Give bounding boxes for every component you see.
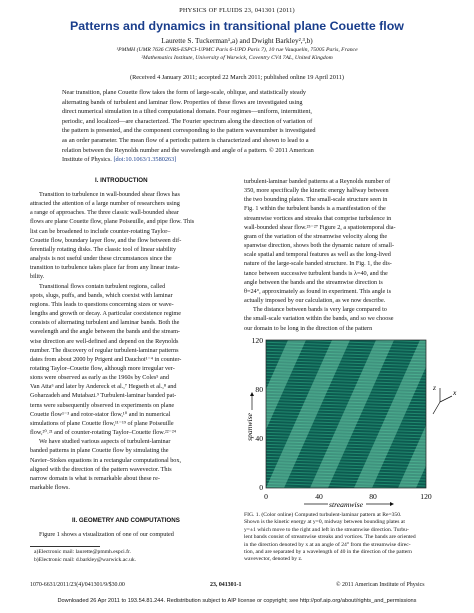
frame-axis-line: [433, 402, 440, 414]
footer-issn: 1070-6631/2011/23(4)/041301/9/$30.00: [30, 582, 125, 588]
caption-line: tion, and are separated by a wavelength of 40 in the direction of the pattern: [244, 549, 412, 556]
paragraph-line: turbulent-laminar banded patterns at a Reynolds number of: [244, 178, 391, 185]
affiliation-1: ¹PMMH (UMR 7636 CNRS-ESPCI-UPMC Paris 6-UPD Paris 7), 10 rue Vauquelin, 75005 Paris, France: [116, 47, 358, 53]
paragraph-line: the small-scale variation within the bands, and so we choose: [244, 315, 394, 323]
turbulent-band: [442, 340, 458, 488]
axis-letter-x: x: [453, 388, 457, 397]
paper-title: Patterns and dynamics in transitional plane Couette flow: [70, 19, 404, 33]
download-notice: Downloaded 26 Apr 2011 to 193.54.81.244. Redistribution subject to AIP license or copyright; see http://pof.aip.org/about/rights_and_permissions: [57, 598, 417, 604]
paragraph-line: simulations of plane Couette flow,¹¹⁻¹⁹ of plane Poiseuille: [30, 419, 174, 427]
paragraph-line: Transitional flows contain turbulent regions, called: [39, 282, 166, 290]
journal-header: PHYSICS OF FLUIDS 23, 041301 (2011): [179, 7, 295, 14]
abstract-line: as an order parameter. The mean flow of a periodic pattern is characterized and shown to lead to a: [62, 136, 309, 144]
paragraph-line: narrow domain is what is remarkable about these re-: [30, 474, 160, 482]
paragraph-line: Couette flow, boundary layer flow, and the flow between dif-: [30, 236, 182, 244]
footer-copyright: © 2011 American Institute of Physics: [336, 582, 425, 588]
paragraph-line: wall-bounded shear flow.²⁵⁻²⁷ Figure 2, a spatiotemporal dia-: [244, 223, 396, 231]
paragraph-line: spots, slugs, puffs, and bands, which coexist with laminar: [30, 291, 173, 299]
caption-line: FIG. 1. (Color online) Computed turbulent-laminar pattern at Re=350.: [244, 512, 402, 518]
paragraph-line: number. The discovery of regular turbulent-laminar patterns: [30, 346, 179, 354]
paragraph-line: Van Atta⁶ and later by Andereck et al.,⁷ Hegseth et al.,⁸ and: [30, 383, 177, 391]
x-tick-label: 120: [420, 492, 432, 501]
paragraph-line: dates from about 2000 by Prigent and Dauchot¹⁻⁴ in counter-: [30, 355, 182, 363]
abstract-line: direct numerical simulation in a tilted computational domain. Four regimes—uniform, intermittent,: [62, 108, 312, 116]
caption-line: lent bands consist of streamwise streaks and vortices. The bands are oriented: [244, 534, 416, 541]
paragraph-line: θ=24°, approximately as found in experiment. This angle is: [244, 287, 391, 295]
abstract: [62, 88, 420, 165]
paragraph-line: list can be broadened to include counter-rotating Taylor–: [30, 227, 171, 235]
paragraph-line: spanwise direction, shows both the dynamic nature of small-: [244, 242, 395, 250]
x-tick-label: 0: [264, 492, 268, 501]
paragraph-line: Couette flow¹⁻³ and rotor-stator flow,¹⁰ and in numerical: [30, 410, 171, 418]
paragraph-line: regions. This leads to questions concerning sizes or wave-: [30, 300, 174, 308]
frame-axis-x: [440, 396, 452, 402]
footnote-email-b: b)Electronic mail: d.barkley@warwick.ac.uk.: [34, 557, 137, 563]
abstract-line: the pattern is presented, and the component corresponding to the pattern wavenumber is investigated: [62, 127, 316, 135]
paragraph-line: lengths and growth or decay. A particular coexistence regime: [30, 310, 181, 318]
received-dates: (Received 4 January 2011; accepted 22 March 2011; published online 19 April 2011): [129, 74, 345, 81]
paragraph-line: Figure 1 shows a visualization of one of our computed: [39, 531, 174, 538]
paragraph-line: a range of approaches. The three classic wall-bounded shear: [30, 209, 179, 217]
abstract-line: alternating bands of turbulent and laminar flow. Properties of these flows are investigated using: [62, 98, 303, 106]
paragraph-line: Fig. 1 within the turbulent bands is a manifestation of the: [244, 205, 386, 213]
left-column-end: [30, 530, 236, 539]
x-tick-label: 40: [315, 492, 323, 501]
section-heading-geometry: II. GEOMETRY AND COMPUTATIONS: [72, 517, 180, 524]
paragraph-line: Navier–Stokes equations in a rectangular computational box,: [30, 456, 182, 464]
author-list: Laurette S. Tuckerman¹,a) and Dwight Barkley²,³,b): [161, 36, 313, 45]
paragraph-line: 350, more specifically the kinetic energy halfway between: [244, 187, 389, 195]
paragraph-line: terns were subsequently observed in experiments on plane: [30, 401, 175, 409]
paragraph-line: the two bounding plates. The small-scale structure seen in: [244, 196, 388, 204]
left-column: [30, 190, 236, 492]
abstract-line: Near transition, plane Couette flow takes the form of large-scale, oblique, and statistically steady: [62, 89, 306, 96]
abstract-line: Institute of Physics.: [62, 156, 112, 164]
paragraph-line: actually imposed by our calculation, as we now describe.: [244, 297, 386, 305]
paragraph-line: scale spatial and temporal features as well as the long-lived: [244, 251, 391, 259]
footnote-email-a: a)Electronic mail: laurette@pmmh.espci.fr.: [34, 549, 131, 555]
paragraph-line: banded patterns in plane Couette flow by simulating the: [30, 447, 169, 455]
footnote-rule: [30, 546, 100, 547]
paragraph-line: nature of the large-scale banded structure. In Fig. 1, the dis-: [244, 260, 392, 268]
footer-page: 23, 041301-1: [210, 582, 242, 588]
paragraph-line: consists of alternating turbulent and laminar bands. Both the: [30, 319, 180, 327]
paragraph-line: ferentially rotating disks. The classic tool of linear stability: [30, 245, 177, 253]
arrow-head-icon: [390, 502, 394, 506]
y-axis-label: spanwise: [245, 413, 254, 441]
paragraph-line: flow,²⁰˒²¹ and of counter-rotating Taylor–Couette flow.²²⁻²⁴: [30, 429, 176, 437]
paragraph-line: bility.: [30, 273, 45, 281]
paragraph-line: Transition to turbulence in wall-bounded shear flows has: [39, 191, 180, 198]
right-column: [244, 177, 458, 333]
paragraph-line: analysis is not useful under these circumstances since the: [30, 255, 172, 263]
paragraph-line: rotating Taylor–Couette flow, although more irregular ver-: [30, 364, 175, 372]
paragraph-line: streamwise vortices and streaks that comprise turbulence in: [244, 214, 392, 222]
paragraph-line: Goharzadeh and Mutabazi.⁹ Turbulent-laminar banded pat-: [30, 392, 177, 400]
y-tick-label: 80: [255, 385, 263, 394]
caption-line: wavevector, denoted by z.: [244, 556, 303, 563]
paragraph-line: sions were observed as early as the 1960s by Coles⁵ and: [30, 374, 169, 382]
paragraph-line: tance between successive turbulent bands is λ=40, and the: [244, 269, 388, 277]
section-heading-introduction: I. INTRODUCTION: [95, 177, 148, 184]
figure-caption: [244, 512, 458, 564]
paragraph-line: gram of the variation of the streamwise velocity along the: [244, 232, 388, 240]
doi-link[interactable]: [doi:10.1063/1.3580263]: [113, 156, 177, 164]
caption-line: Shown is the kinetic energy at y=0, midway between bounding plates at: [244, 519, 405, 526]
paragraph-line: The distance between bands is very large compared to: [253, 306, 387, 314]
y-tick-label: 0: [259, 483, 263, 492]
y-tick-label: 40: [255, 434, 263, 443]
paragraph-line: wise direction are well-defined and depend on the Reynolds: [30, 337, 179, 345]
caption-line: in the direction denoted by x at an angle of 24° from the streamwise direc-: [244, 541, 411, 548]
paragraph-line: attracted the attention of a large number of researchers using: [30, 200, 180, 208]
abstract-line: periodic, and localized—are characterized. The Fourier spectrum along the direction of variation of: [62, 117, 313, 125]
y-tick-label: 120: [251, 336, 263, 345]
affiliation-2: ²Mathematics Institute, University of Warwick, Coventry CV4 7AL, United Kingdom: [141, 55, 333, 61]
paragraph-line: transition to turbulence takes place far from any linear insta-: [30, 264, 180, 272]
arrow-head-icon: [250, 392, 254, 396]
paragraph-line: markable flows.: [30, 484, 70, 491]
paragraph-line: We have studied various aspects of turbulent-laminar: [39, 438, 171, 446]
paragraph-line: aligned with the direction of the pattern wavevector. This: [30, 465, 172, 473]
paragraph-line: our domain to be long in the direction of the pattern: [244, 324, 373, 332]
x-tick-label: 80: [369, 492, 377, 501]
abstract-line: relation between the Reynolds number and the wavelength and angle of a pattern. © 2011 American: [62, 146, 314, 154]
axis-letter-z: z: [433, 383, 436, 392]
paragraph-line: flows are plane Couette flow, plane Poiseuille, and pipe flow. This: [30, 218, 195, 226]
paragraph-line: angle between the bands and the streamwise direction is: [244, 278, 383, 286]
caption-line: y=±1 which move to the right and left in the streamwise direction. Turbu-: [244, 526, 409, 533]
paragraph-line: wavelength and the angle between the bands and the stream-: [30, 328, 180, 336]
figure-1: [244, 332, 458, 508]
x-axis-label: streamwise: [329, 500, 363, 508]
